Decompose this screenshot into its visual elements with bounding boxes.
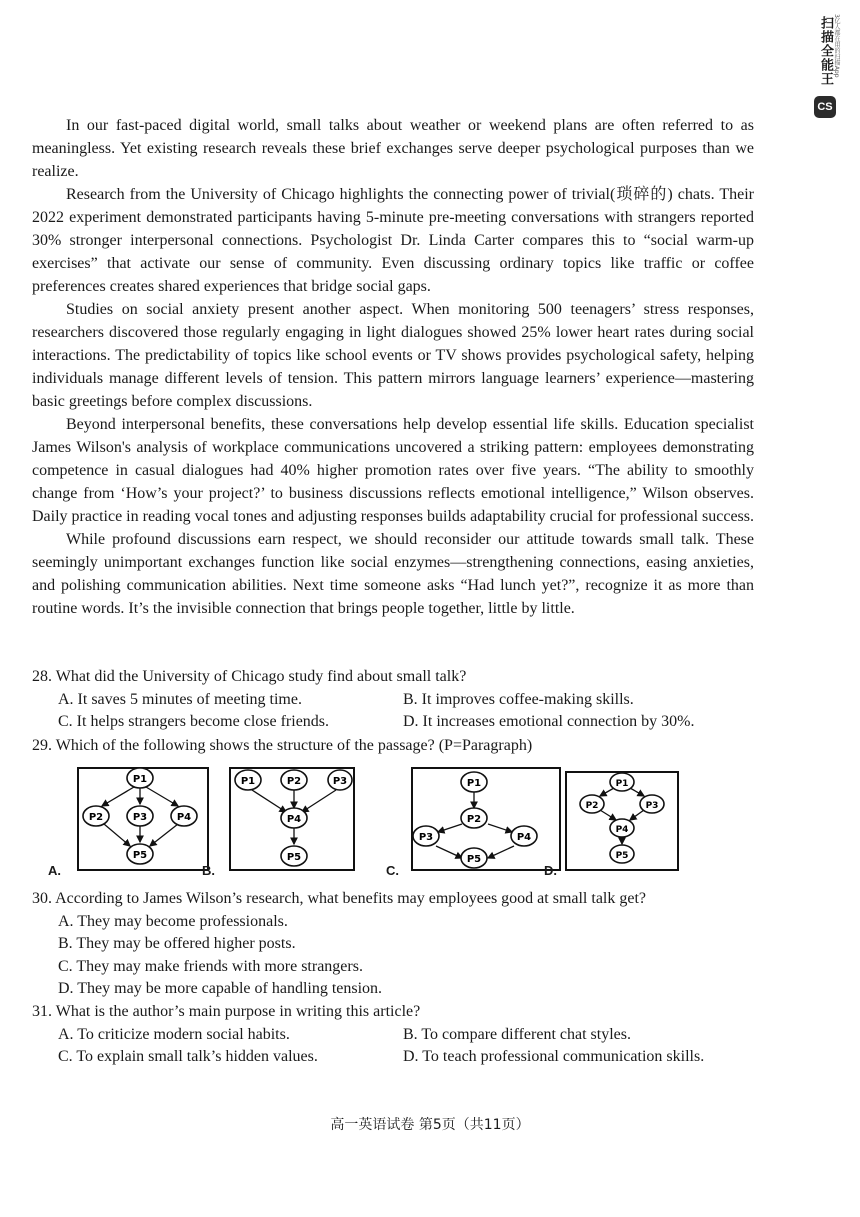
diagram-letter-b: B. [202,863,215,878]
option-d: D. It increases emotional connection by 30%. [403,713,695,730]
svg-text:P3: P3 [645,801,659,811]
option-d: D. They may be more capable of handling tension. [58,980,383,997]
svg-text:P1: P1 [240,776,256,787]
scanner-tagline: 3亿人都在用的扫描App [833,14,840,78]
option-a: A. It saves 5 minutes of meeting time. [58,690,302,708]
question-31 [32,1001,772,1069]
option-c: C. To explain small talk’s hidden values. [58,1048,318,1065]
question-stem: 29. Which of the following shows the structure of the passage? (P=Paragraph) [32,737,533,754]
options [32,911,772,1001]
svg-text:P5: P5 [615,851,629,861]
paragraph-5: While profound discussions earn respect, we should reconsider our attitude towards small talk. These seemingly unimportant exchanges function like social enzymes—strengthening connections, easing anxieties, and polishing communication abilities. Next time someone asks “Had lunch yet?”, recognize it as more than routine words. It’s the invisible connection that brings people together, little by little. [32,531,754,617]
node-p5: P5 [132,850,148,861]
svg-text:P4: P4 [615,825,629,835]
scanner-logo-icon: CS [814,96,836,118]
diagram-a [40,766,212,878]
diagram-d [544,766,680,878]
option-c: C. They may make friends with more strangers. [58,957,363,975]
svg-text:P3: P3 [418,832,434,843]
diagram-letter-d: D. [544,863,557,878]
svg-text:P5: P5 [286,852,302,863]
paragraph-2: Research from the University of Chicago highlights the connecting power of trivial(琐碎的) chats. Their 2022 experiment demonstrated participants having 5-minute pre-meeting conversations with strangers reported 30% stronger interpersonal connections. Psychologist Dr. Linda Carter compares this to “social warm-up exercises” that activate our sense of community. Even discussing ordinary topics like traffic or coffee preferences creates shared experiences that bridge social gaps. [32,186,754,295]
svg-text:P1: P1 [615,779,629,789]
options [32,1024,772,1069]
svg-text:P4: P4 [516,832,532,843]
svg-text:P3: P3 [332,776,348,787]
option-a: A. To criticize modern social habits. [58,1025,290,1043]
scanner-watermark [814,14,840,118]
question-28 [32,666,772,734]
svg-text:P4: P4 [286,814,302,825]
option-a: A. They may become professionals. [58,912,288,930]
page-footer: 高一英语试卷 第5页（共11页） [330,1117,530,1133]
node-p4: P4 [176,812,192,823]
option-b: B. They may be offered higher posts. [58,935,296,952]
scanner-app-name: 扫描全能王 [818,16,833,86]
paragraph-1: In our fast-paced digital world, small talks about weather or weekend plans are often referred to as meaningless. Yet existing research reveals these brief exchanges serve deeper psychological purposes than we realize. [32,117,754,180]
node-p2: P2 [88,812,104,823]
option-c: C. It helps strangers become close friends. [58,713,330,730]
question-30 [32,888,772,1001]
svg-text:P5: P5 [466,854,482,865]
svg-text:P2: P2 [585,801,599,811]
question-stem: 28. What did the University of Chicago study find about small talk? [32,668,467,685]
node-p3: P3 [132,812,148,823]
svg-text:P2: P2 [286,776,302,787]
diagram-b [202,766,356,878]
option-b: B. To compare different chat styles. [403,1025,631,1043]
node-p1: P1 [132,774,148,785]
diagram-c [386,766,566,878]
question-stem: 30. According to James Wilson’s research, what benefits may employees good at small talk get? [32,890,647,907]
structure-diagrams [40,766,740,878]
option-b: B. It improves coffee-making skills. [403,690,634,708]
reading-passage [32,114,754,620]
option-d: D. To teach professional communication skills. [403,1048,705,1065]
question-29 [32,735,772,758]
options [32,689,772,734]
question-stem: 31. What is the author’s main purpose in writing this article? [32,1003,421,1020]
paragraph-4: Beyond interpersonal benefits, these conversations help develop essential life skills. Education specialist James Wilson's analysis of workplace communications uncovered a striking pattern: employees demonstrating competence in casual dialogues had 40% higher promotion rates over five years. “The ability to smoothly change from ‘How’s your project?’ to business discussions reflects emotional intelligence,” Wilson observes. Daily practice in reading vocal tones and adjusting responses builds adaptability crucial for professional success. [32,416,755,525]
paragraph-3: Studies on social anxiety present another aspect. When monitoring 500 teenagers’ stress responses, researchers discovered those regularly engaging in light dialogues showed 25% lower heart rates during social interactions. The predictability of topics like school events or TV shows provides psychological safety, helping individuals manage different levels of tension. This pattern mirrors language learners’ experience—mastering basic greetings before complex discussions. [32,301,754,410]
diagram-letter-c: C. [386,863,399,878]
svg-text:P1: P1 [466,778,482,789]
svg-text:P2: P2 [466,814,482,825]
diagram-letter-a: A. [48,863,61,878]
